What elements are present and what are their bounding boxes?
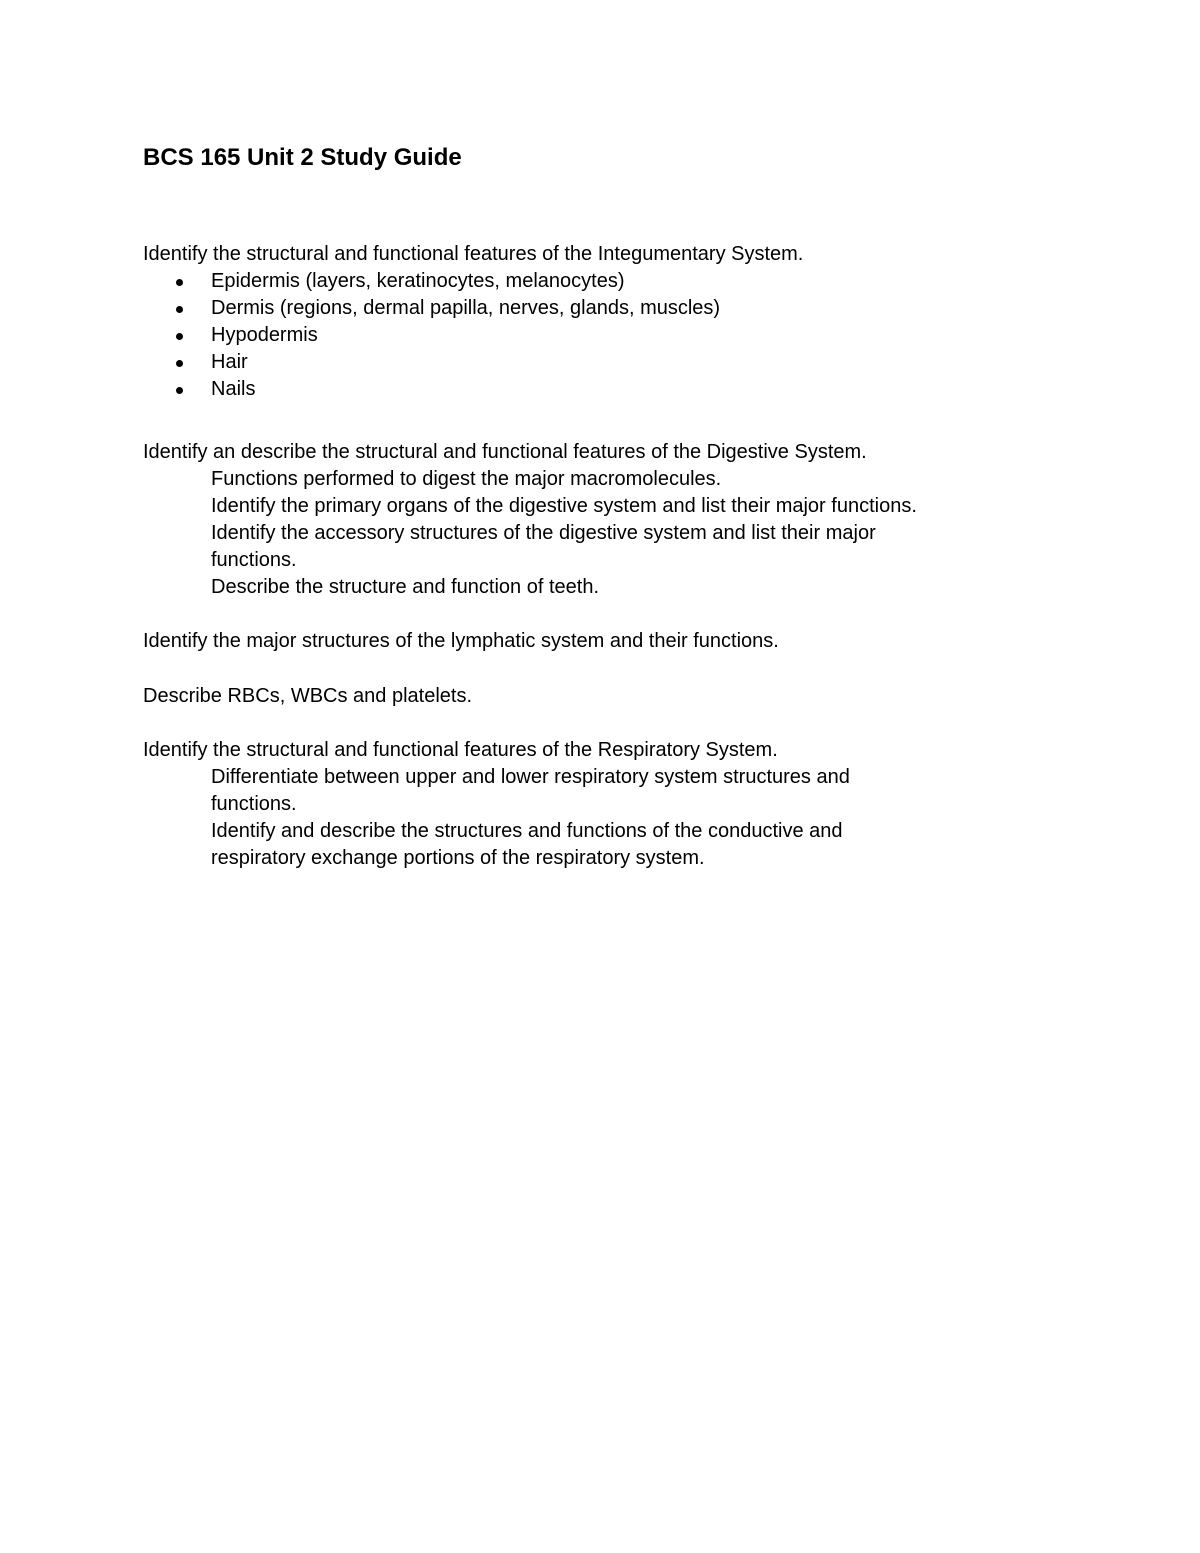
bullet-icon [176,360,183,367]
lymphatic-section [143,628,1083,655]
respiratory-section [143,737,1083,872]
digestive-subitems [143,466,1083,601]
digestive-line: Functions performed to digest the major macromolecules. [211,468,722,490]
list-item-text: Hypodermis [211,324,318,346]
list-item [143,295,1083,322]
integumentary-section [143,241,1083,403]
digestive-line: Identify the accessory structures of the digestive system and list their major [211,522,876,544]
bullet-icon [176,279,183,286]
digestive-heading: Identify an describe the structural and functional features of the Digestive System. [143,441,867,463]
blood-section [143,683,1083,710]
respiratory-subitems [143,764,1083,872]
digestive-line: functions. [211,549,297,571]
digestive-line: Describe the structure and function of teeth. [211,576,599,598]
respiratory-line: functions. [211,793,297,815]
list-item [143,376,1083,403]
list-item [143,268,1083,295]
digestive-section [143,439,1083,601]
respiratory-line: respiratory exchange portions of the respiratory system. [211,847,705,869]
integumentary-heading: Identify the structural and functional features of the Integumentary System. [143,243,804,265]
integumentary-list [143,268,1083,403]
list-item [143,349,1083,376]
bullet-icon [176,333,183,340]
respiratory-heading: Identify the structural and functional features of the Respiratory System. [143,739,778,761]
list-item-text: Nails [211,378,256,400]
list-item [143,322,1083,349]
document-title: BCS 165 Unit 2 Study Guide [143,144,462,171]
list-item-text: Dermis (regions, dermal papilla, nerves, glands, muscles) [211,297,721,319]
blood-heading: Describe RBCs, WBCs and platelets. [143,685,473,707]
lymphatic-heading: Identify the major structures of the lymphatic system and their functions. [143,630,779,652]
respiratory-line: Identify and describe the structures and functions of the conductive and [211,820,843,842]
list-item-text: Epidermis (layers, keratinocytes, melanocytes) [211,270,625,292]
digestive-line: Identify the primary organs of the digestive system and list their major functions. [211,495,917,517]
bullet-icon [176,387,183,394]
respiratory-line: Differentiate between upper and lower respiratory system structures and [211,766,850,788]
list-item-text: Hair [211,351,248,373]
bullet-icon [176,306,183,313]
